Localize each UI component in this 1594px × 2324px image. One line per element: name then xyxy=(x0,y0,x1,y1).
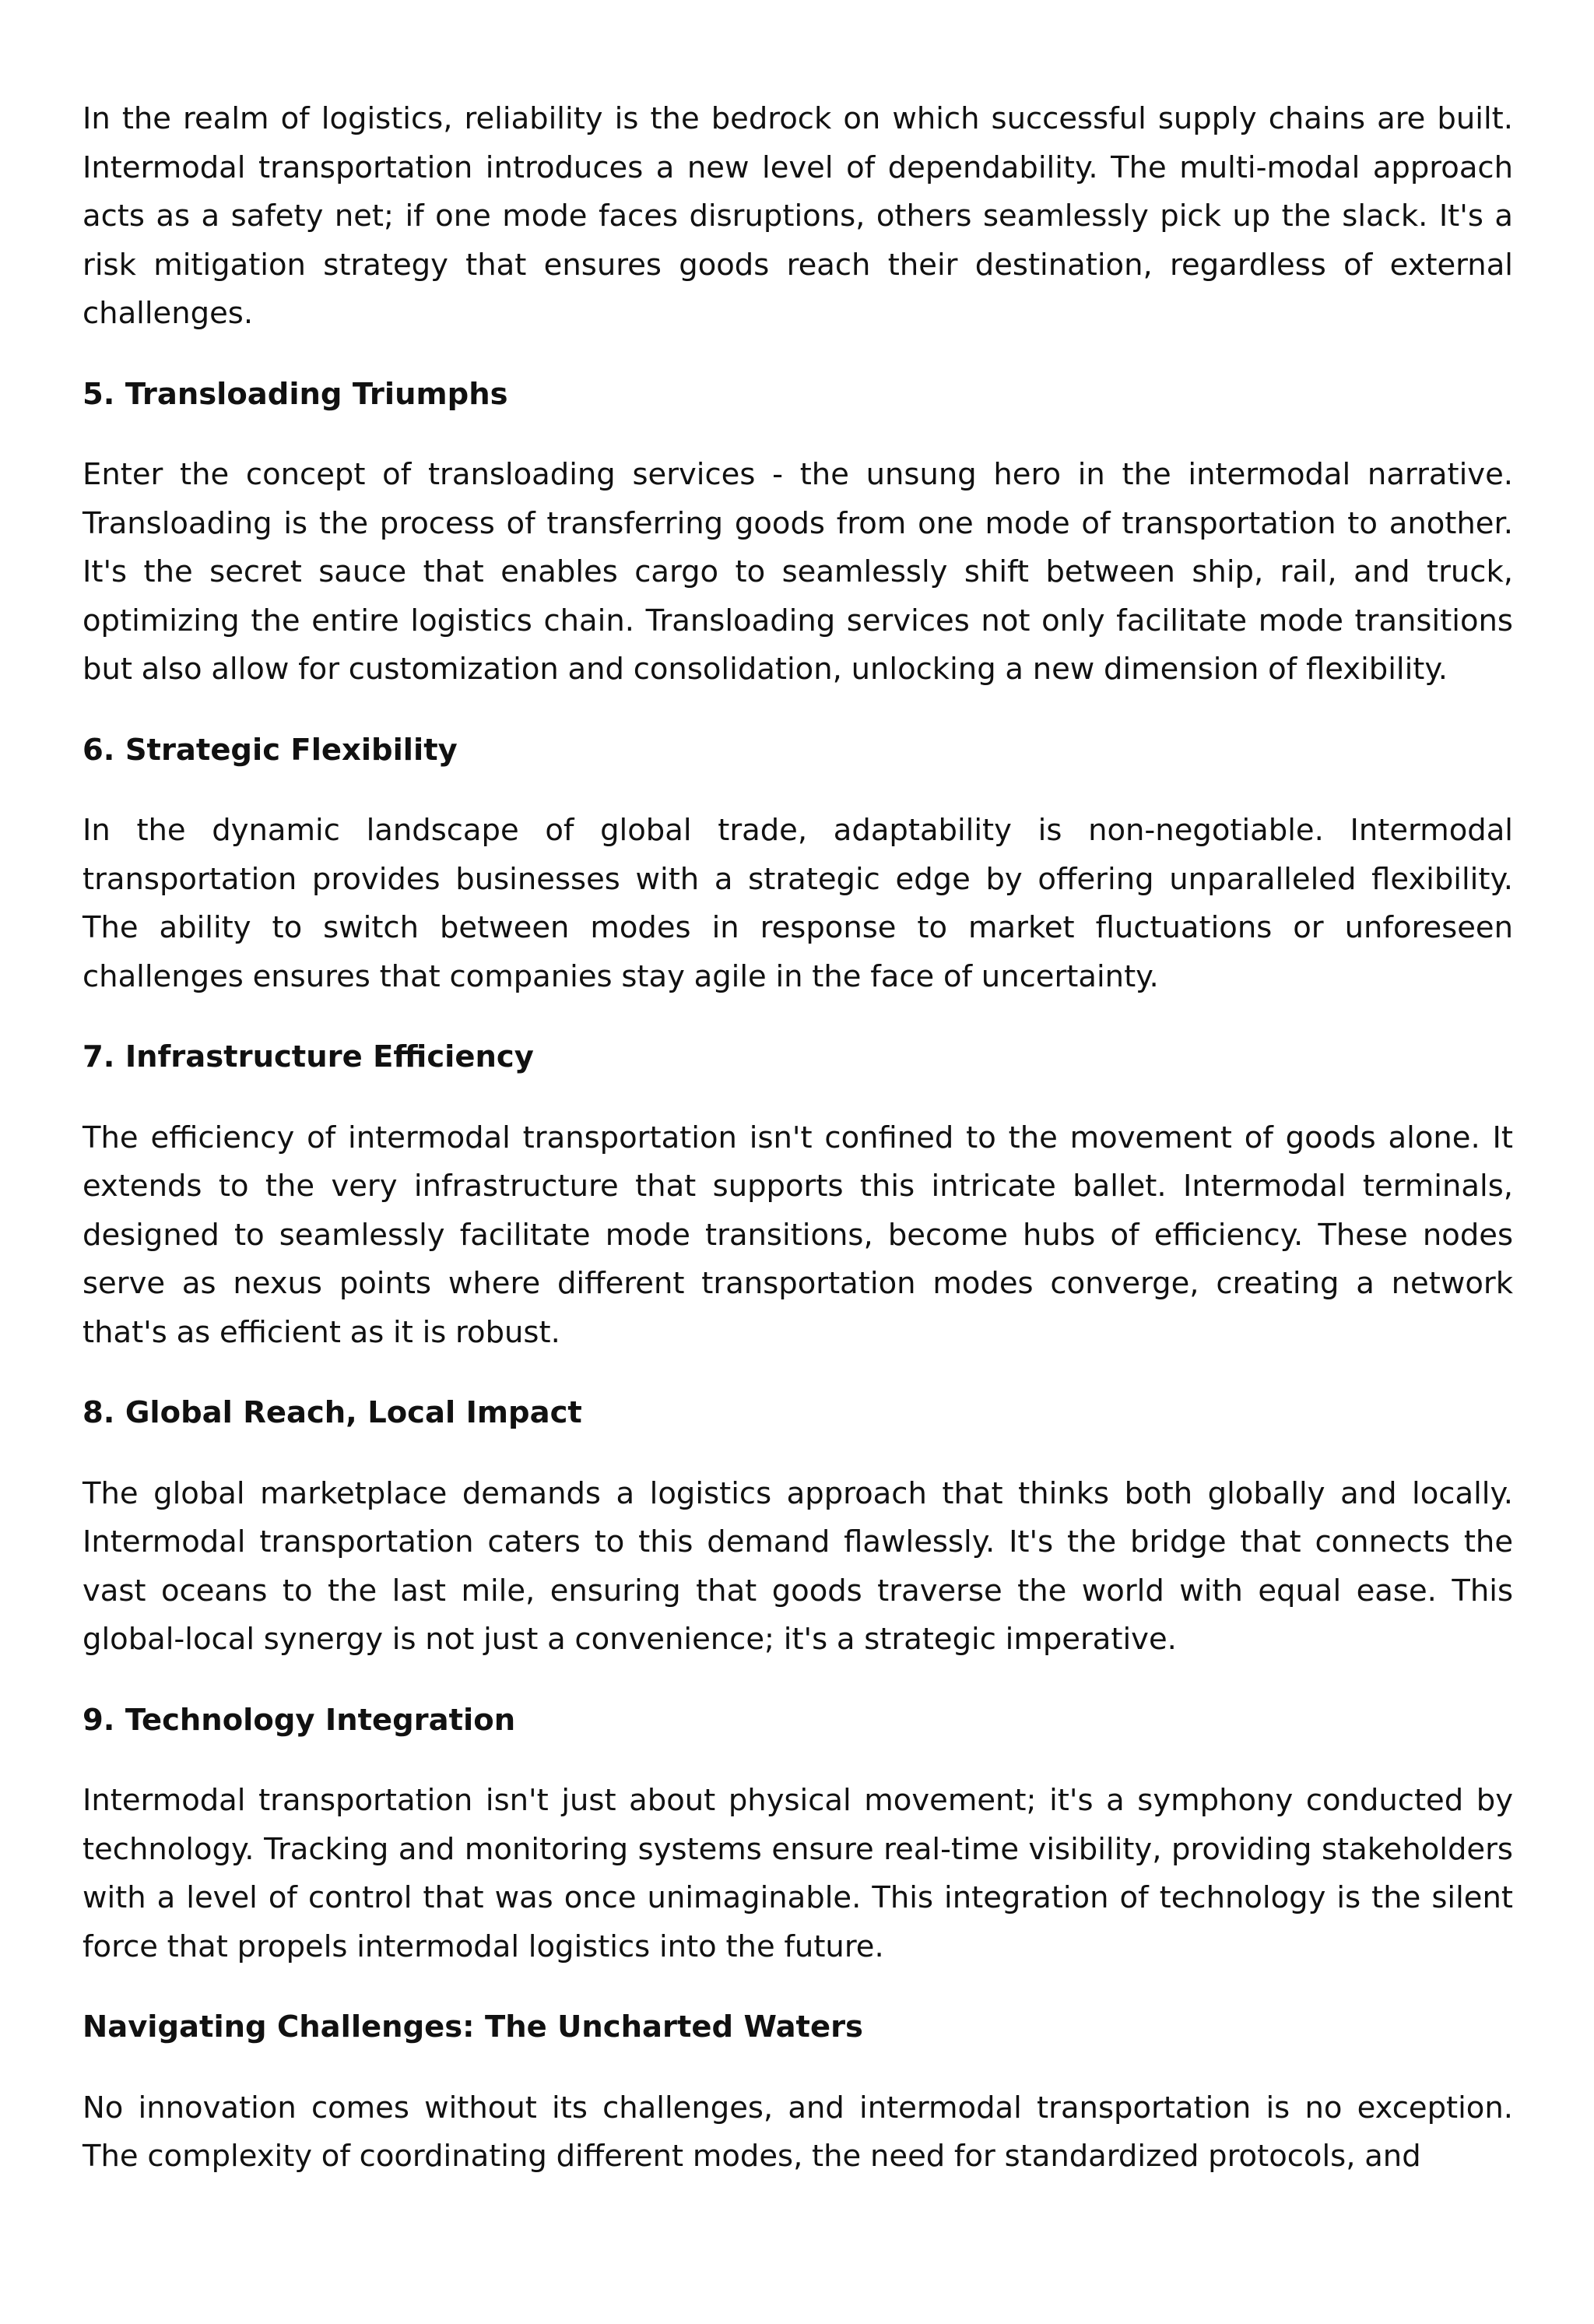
paragraph-global-reach: The global marketplace demands a logistics approach that thinks both globally and locally. Intermodal transportation caters to this demand flawlessly. It's the bridge that connects the vast oceans to the last mile, ensuring that goods traverse the world with equal ease. This global-local synergy is not just a convenience; it's a strategic imperative. xyxy=(83,1475,1513,1657)
paragraph-strategic-flexibility: In the dynamic landscape of global trade, adaptability is non-negotiable. Intermodal transportation provides businesses with a strategic edge by offering unparalleled flexibility. The ability to switch between modes in response to market fluctuations or unforeseen challenges ensures that companies stay agile in the face of uncertainty. xyxy=(83,813,1513,994)
paragraph-transloading-triumphs: Enter the concept of transloading services - the unsung hero in the intermodal narrative. Transloading is the process of transferring goods from one mode of transportation to another. It's the secret sauce that enables cargo to seamlessly shift between ship, rail, and truck, optimizing the entire logistics chain. Transloading services not only facilitate mode transitions but also allow for customization and consolidation, unlocking a new dimension of flexibility. xyxy=(83,457,1513,687)
intro-paragraph: In the realm of logistics, reliability is the bedrock on which successful supply chains are built. Intermodal transportation introduces a new level of dependability. The multi-modal approach acts as a safety net; if one mode faces disruptions, others seamlessly pick up the slack. It's a risk mitigation strategy that ensures goods reach their destination, regardless of external challenges. xyxy=(83,101,1513,331)
paragraph-infrastructure-efficiency: The efficiency of intermodal transportation isn't confined to the movement of goods alone. It extends to the very infrastructure that supports this intricate ballet. Intermodal terminals, designed to seamlessly facilitate mode transitions, become hubs of efficiency. These nodes serve as nexus points where different transportation modes converge, creating a network that's as efficient as it is robust. xyxy=(83,1120,1513,1350)
paragraph-technology-integration: Intermodal transportation isn't just about physical movement; it's a symphony conducted by technology. Tracking and monitoring systems ensure real-time visibility, providing stakeholders with a level of control that was once unimaginable. This integration of technology is the silent force that propels intermodal logistics into the future. xyxy=(83,1783,1513,1964)
heading-technology-integration: 9. Technology Integration xyxy=(83,1702,516,1738)
document-page xyxy=(83,95,1513,2213)
heading-navigating-challenges: Navigating Challenges: The Uncharted Waters xyxy=(83,2009,863,2044)
paragraph-navigating-challenges: No innovation comes without its challenges, and intermodal transportation is no exception. The complexity of coordinating different modes, the need for standardized protocols, and xyxy=(83,2090,1513,2174)
heading-transloading-triumphs: 5. Transloading Triumphs xyxy=(83,376,508,412)
heading-strategic-flexibility: 6. Strategic Flexibility xyxy=(83,732,458,768)
heading-infrastructure-efficiency: 7. Infrastructure Efficiency xyxy=(83,1039,534,1074)
heading-global-reach: 8. Global Reach, Local Impact xyxy=(83,1395,582,1430)
